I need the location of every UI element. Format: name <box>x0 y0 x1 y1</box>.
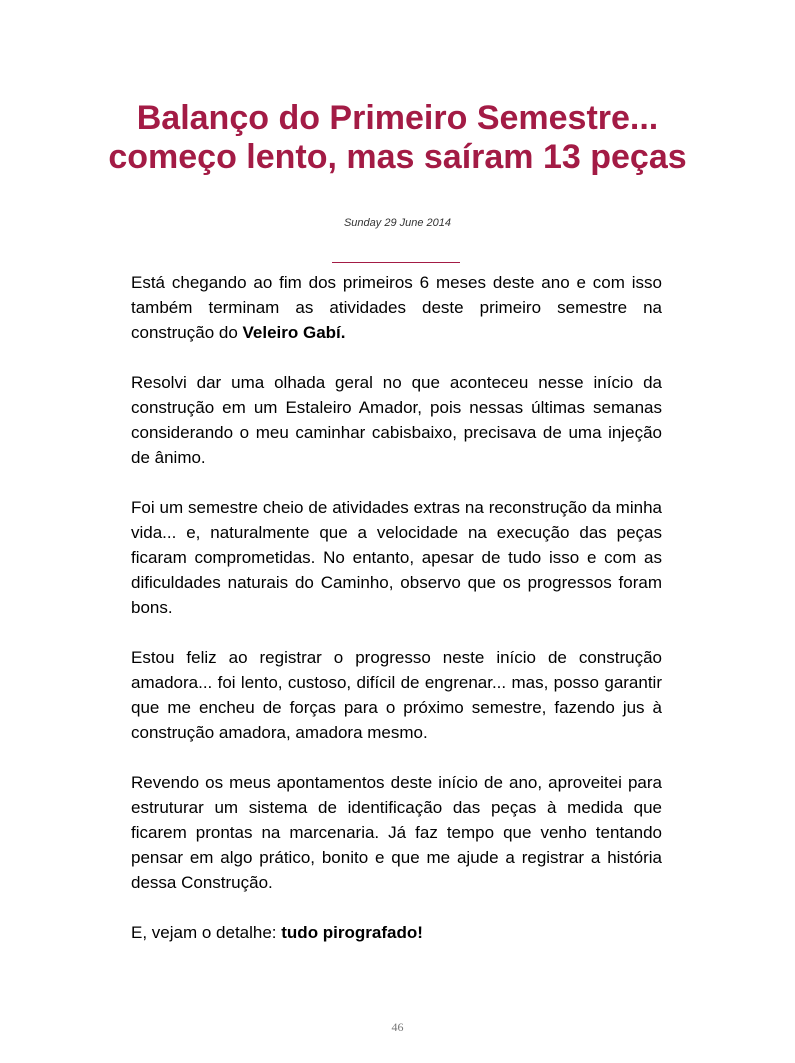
post-date: Sunday 29 June 2014 <box>343 217 452 229</box>
boat-name: Veleiro Gabí. <box>242 323 346 342</box>
paragraph-4: Estou feliz ao registrar o progresso neste início de construção amadora... foi lento, custoso, difícil de engrenar... mas, posso garantir que me encheu de forças para o próximo semestre, fazendo jus à construção amadora, amadora mesmo. <box>131 648 662 742</box>
article-body <box>131 270 662 970</box>
emphasis-pyrography: tudo pirografado! <box>281 923 423 942</box>
paragraph-5: Revendo os meus apontamentos deste início de ano, aproveitei para estruturar um sistema de identificação das peças à medida que ficarem prontas na marcenaria. Já faz tempo que venho tentando pensar em algo prático, bonito e que me ajude a registrar a história dessa Construção. <box>131 773 662 892</box>
paragraph-1 <box>131 270 662 345</box>
paragraph-1-text: Está chegando ao fim dos primeiros 6 meses deste ano e com isso também terminam as atividades deste primeiro semestre na construção do <box>131 273 662 342</box>
page-number: 46 <box>391 1020 404 1034</box>
paragraph-6 <box>131 920 662 945</box>
page-title: Balanço do Primeiro Semestre... começo lento, mas saíram 13 peças <box>108 99 687 176</box>
title-divider <box>332 262 460 263</box>
paragraph-2: Resolvi dar uma olhada geral no que aconteceu nesse início da construção em um Estaleiro Amador, pois nessas últimas semanas considerando o meu caminhar cabisbaixo, precisava de uma injeção de ânimo. <box>131 373 662 467</box>
paragraph-3: Foi um semestre cheio de atividades extras na reconstrução da minha vida... e, naturalmente que a velocidade na execução das peças ficaram comprometidas. No entanto, apesar de tudo isso e com as dificuldades naturais do Caminho, observo que os progressos foram bons. <box>131 498 662 617</box>
paragraph-6-text: E, vejam o detalhe: <box>131 923 282 942</box>
